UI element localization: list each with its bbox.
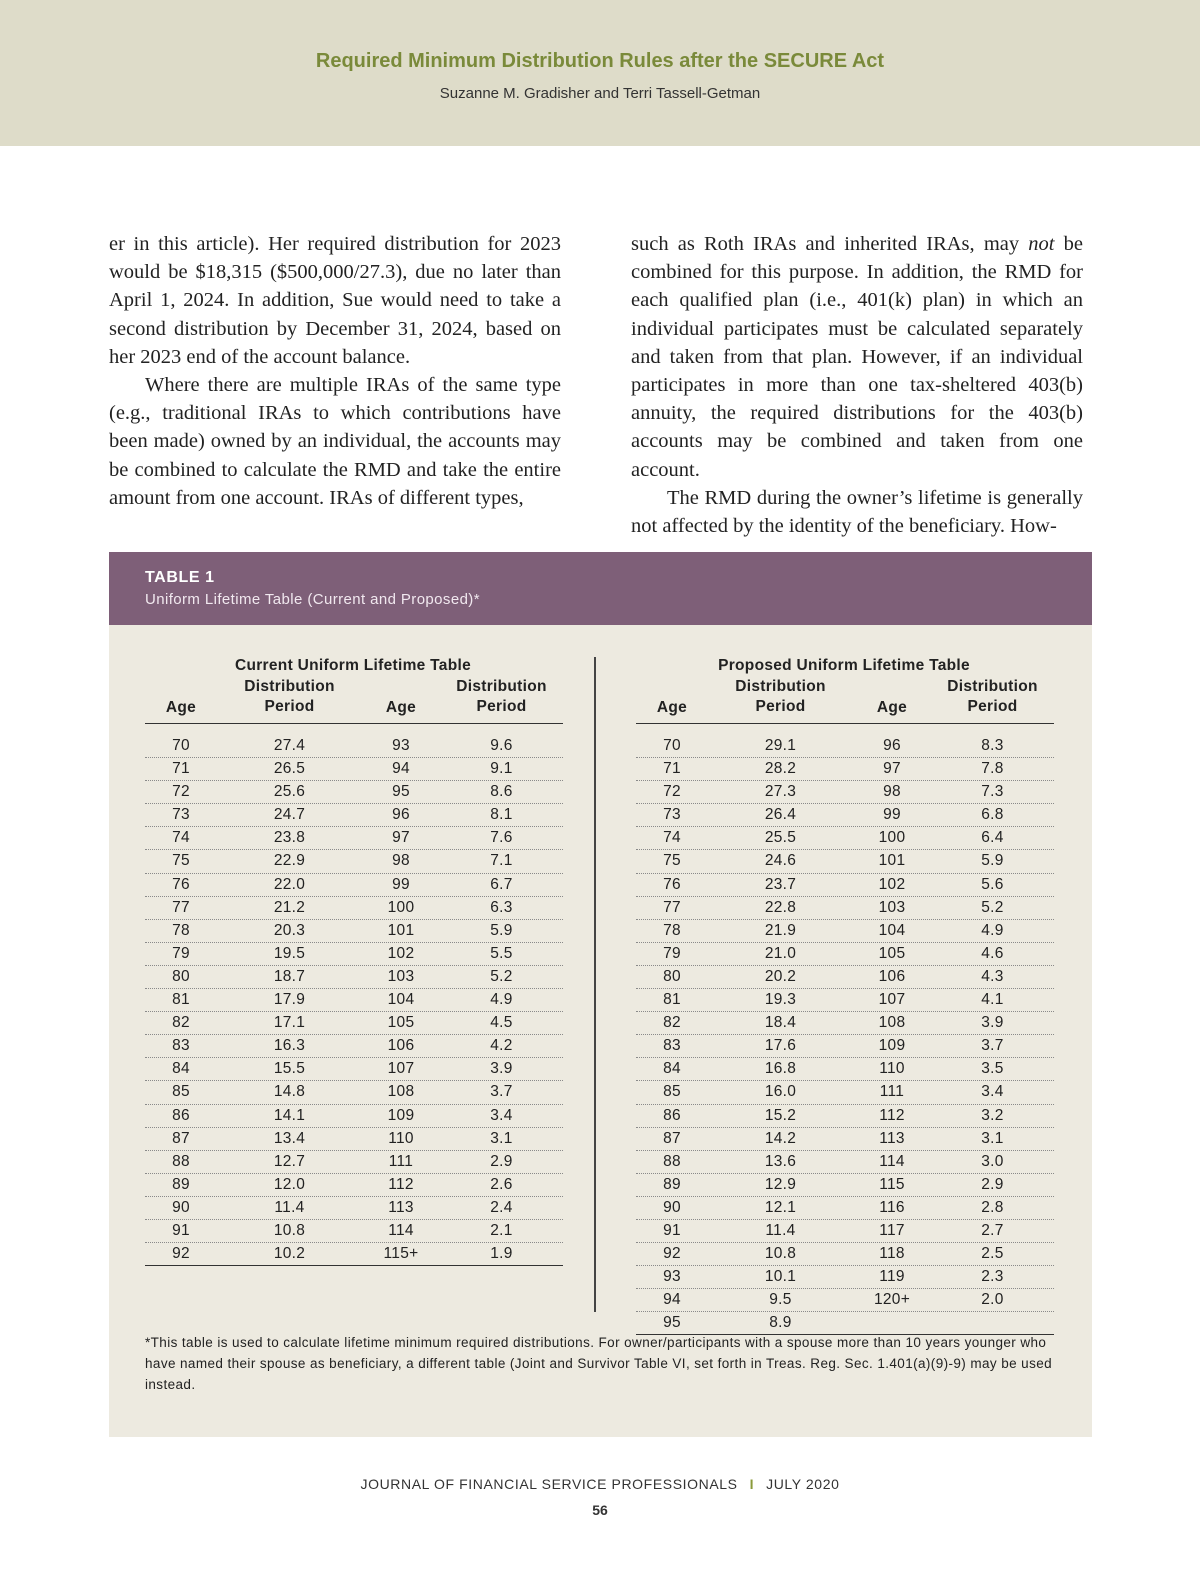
age-cell: 117 xyxy=(879,1221,905,1239)
table-row xyxy=(636,943,1054,966)
table-row xyxy=(145,989,563,1012)
age-cell: 76 xyxy=(172,875,190,893)
distribution-period-cell: 2.6 xyxy=(490,1175,513,1193)
journal-name: JOURNAL OF FINANCIAL SERVICE PROFESSIONALS xyxy=(360,1476,738,1492)
body-column-right xyxy=(631,230,1083,540)
age-cell: 94 xyxy=(663,1291,681,1309)
table-row xyxy=(636,758,1054,781)
age-cell: 102 xyxy=(878,875,906,893)
age-cell: 98 xyxy=(392,852,410,870)
distribution-period-cell: 23.7 xyxy=(764,875,797,893)
distribution-period-cell: 22.0 xyxy=(273,875,306,893)
age-cell: 76 xyxy=(663,875,681,893)
age-cell: 119 xyxy=(879,1268,905,1286)
age-cell: 115+ xyxy=(383,1245,419,1263)
age-cell: 89 xyxy=(172,1175,190,1193)
age-cell: 84 xyxy=(663,1060,681,1078)
age-cell: 101 xyxy=(878,852,906,870)
distribution-period-cell: 8.3 xyxy=(981,737,1004,754)
emphasis-text: not xyxy=(1028,233,1055,255)
distribution-period-cell: 3.5 xyxy=(981,1060,1004,1078)
table-row xyxy=(145,1081,563,1104)
table-row xyxy=(145,827,563,850)
distribution-period-cell: 10.8 xyxy=(273,1221,306,1239)
col-header-age: Age xyxy=(385,699,417,716)
age-cell: 100 xyxy=(387,898,415,916)
body-paragraph: Where there are multiple IRAs of the same type (e.g., traditional IRAs to which contributions have been made) owned by an individual, the accounts may be combined to calculate the RMD and take the entire amount from one account. IRAs of different types, xyxy=(109,374,561,509)
table-row xyxy=(636,1174,1054,1197)
age-cell: 95 xyxy=(663,1314,681,1332)
distribution-period-cell: 16.8 xyxy=(764,1060,797,1078)
distribution-period-cell: 12.9 xyxy=(764,1175,797,1193)
age-cell: 102 xyxy=(387,944,415,962)
distribution-period-cell: 5.9 xyxy=(981,852,1004,870)
age-cell: 74 xyxy=(172,829,190,847)
distribution-period-cell: 15.2 xyxy=(764,1106,797,1124)
age-cell: 94 xyxy=(392,760,410,778)
distribution-period-cell: 8.6 xyxy=(490,783,513,801)
age-cell: 96 xyxy=(392,806,410,824)
age-cell: 100 xyxy=(878,829,906,847)
age-cell: 92 xyxy=(172,1245,190,1263)
footer-separator: I xyxy=(749,1476,755,1492)
age-cell: 71 xyxy=(663,760,681,778)
table-row xyxy=(145,1035,563,1058)
age-cell: 84 xyxy=(172,1060,190,1078)
distribution-period-cell: 14.2 xyxy=(764,1129,797,1147)
table-row xyxy=(636,804,1054,827)
age-cell: 75 xyxy=(172,852,190,870)
distribution-period-cell: 18.4 xyxy=(764,1014,797,1032)
age-cell: 92 xyxy=(663,1245,681,1263)
age-cell: 79 xyxy=(172,944,190,962)
age-cell: 99 xyxy=(392,875,410,893)
age-cell: 71 xyxy=(172,760,190,778)
distribution-period-cell: 2.5 xyxy=(981,1245,1004,1263)
age-cell: 78 xyxy=(663,921,681,939)
distribution-period-cell: 8.9 xyxy=(769,1314,792,1332)
age-cell: 95 xyxy=(392,783,410,801)
distribution-period-cell: 2.8 xyxy=(981,1198,1004,1216)
age-cell: 113 xyxy=(388,1198,414,1216)
distribution-period-cell: 6.4 xyxy=(981,829,1004,847)
age-cell: 77 xyxy=(663,898,681,916)
distribution-period-cell: 29.1 xyxy=(764,737,797,754)
age-cell: 109 xyxy=(387,1106,415,1124)
distribution-period-cell: 25.6 xyxy=(273,783,306,801)
distribution-period-cell: 20.3 xyxy=(273,921,306,939)
distribution-period-cell: 3.1 xyxy=(490,1129,513,1147)
age-cell: 105 xyxy=(387,1014,415,1032)
age-cell: 97 xyxy=(392,829,410,847)
age-cell: 120+ xyxy=(873,1291,911,1309)
article-authors: Suzanne M. Gradisher and Terri Tassell-Getman xyxy=(439,85,761,102)
distribution-period-cell: 25.5 xyxy=(764,829,797,847)
col-header-distribution-period: Distribution Period xyxy=(456,678,547,715)
table-body xyxy=(145,735,563,1266)
table-row xyxy=(145,1243,563,1266)
age-cell: 108 xyxy=(878,1014,906,1032)
table-row xyxy=(145,966,563,989)
distribution-period-cell: 5.9 xyxy=(490,921,513,939)
age-cell: 91 xyxy=(663,1221,681,1239)
table-row xyxy=(636,920,1054,943)
age-cell: 82 xyxy=(172,1014,190,1032)
table-header-bar xyxy=(109,552,1092,625)
table-row xyxy=(636,1289,1054,1312)
distribution-period-cell: 22.8 xyxy=(764,898,797,916)
table-row xyxy=(145,874,563,897)
distribution-period-cell: 26.5 xyxy=(273,760,306,778)
age-cell: 75 xyxy=(663,852,681,870)
distribution-period-cell: 3.4 xyxy=(490,1106,513,1124)
distribution-period-cell: 3.7 xyxy=(490,1083,513,1101)
table-row xyxy=(636,1081,1054,1104)
age-cell: 104 xyxy=(387,991,415,1009)
age-cell: 83 xyxy=(663,1037,681,1055)
table-row xyxy=(636,735,1054,758)
age-cell: 110 xyxy=(879,1060,905,1078)
col-header-age: Age xyxy=(876,699,908,716)
distribution-period-cell: 10.8 xyxy=(764,1245,797,1263)
table-row xyxy=(636,1220,1054,1243)
distribution-period-cell: 20.2 xyxy=(764,967,797,985)
distribution-period-cell: 7.3 xyxy=(981,783,1004,801)
table-divider xyxy=(594,657,596,1312)
col-header-age: Age xyxy=(656,699,688,716)
distribution-period-cell: 3.7 xyxy=(981,1037,1004,1055)
distribution-period-cell: 2.4 xyxy=(490,1198,513,1216)
distribution-period-cell: 10.1 xyxy=(764,1268,797,1286)
table-row xyxy=(145,897,563,920)
age-cell: 112 xyxy=(879,1106,905,1124)
distribution-period-cell: 4.6 xyxy=(981,944,1004,962)
age-cell: 104 xyxy=(878,921,906,939)
distribution-period-cell: 2.9 xyxy=(490,1152,513,1170)
distribution-period-cell: 17.6 xyxy=(764,1037,797,1055)
distribution-period-cell: 6.3 xyxy=(490,898,513,916)
distribution-period-cell: 21.9 xyxy=(764,921,797,939)
age-cell: 85 xyxy=(172,1083,190,1101)
table-row xyxy=(145,1105,563,1128)
table-row xyxy=(636,1151,1054,1174)
table-row xyxy=(145,1220,563,1243)
table-row xyxy=(636,897,1054,920)
distribution-period-cell: 11.4 xyxy=(274,1198,305,1216)
distribution-period-cell: 6.8 xyxy=(981,806,1004,824)
age-cell: 86 xyxy=(172,1106,190,1124)
age-cell: 81 xyxy=(663,991,681,1009)
age-cell: 70 xyxy=(172,737,190,754)
table-row xyxy=(636,1035,1054,1058)
age-cell: 82 xyxy=(663,1014,681,1032)
age-cell: 74 xyxy=(663,829,681,847)
page-number: 56 xyxy=(592,1502,608,1518)
distribution-period-cell: 4.1 xyxy=(981,991,1004,1009)
distribution-period-cell: 24.7 xyxy=(273,806,306,824)
distribution-period-cell: 4.2 xyxy=(490,1037,513,1055)
age-cell: 77 xyxy=(172,898,190,916)
table-row xyxy=(636,1012,1054,1035)
age-cell: 88 xyxy=(663,1152,681,1170)
distribution-period-cell: 2.7 xyxy=(981,1221,1004,1239)
table-row xyxy=(145,1128,563,1151)
table-row xyxy=(145,920,563,943)
table-row xyxy=(636,1266,1054,1289)
age-cell: 99 xyxy=(883,806,901,824)
age-cell: 106 xyxy=(387,1037,415,1055)
age-cell: 103 xyxy=(878,898,906,916)
distribution-period-cell: 2.9 xyxy=(981,1175,1004,1193)
age-cell: 96 xyxy=(883,737,901,754)
age-cell: 83 xyxy=(172,1037,190,1055)
table-row xyxy=(636,874,1054,897)
age-cell: 72 xyxy=(663,783,681,801)
age-cell: 114 xyxy=(388,1221,414,1239)
body-paragraph: er in this article). Her required distribution for 2023 would be $18,315 ($500,000/27.3), due no later than April 1, 2024. In addition, Sue would need to take a second distribution by December 31, 2024, based on her 2023 end of the account balance. xyxy=(109,233,561,368)
distribution-period-cell: 9.5 xyxy=(769,1291,792,1309)
age-cell: 98 xyxy=(883,783,901,801)
distribution-period-cell: 21.2 xyxy=(273,898,306,916)
distribution-period-cell: 4.9 xyxy=(490,991,513,1009)
age-cell: 97 xyxy=(883,760,901,778)
age-cell: 111 xyxy=(388,1152,414,1170)
age-cell: 107 xyxy=(387,1060,415,1078)
distribution-period-cell: 4.9 xyxy=(981,921,1004,939)
body-paragraph: The RMD during the owner’s lifetime is generally not affected by the identity of the beneficiary. How- xyxy=(631,486,1083,538)
column-header-row xyxy=(636,677,1054,724)
distribution-period-cell: 3.9 xyxy=(490,1060,513,1078)
distribution-period-cell: 15.5 xyxy=(273,1060,306,1078)
col-header-distribution-period: Distribution Period xyxy=(947,678,1038,715)
distribution-period-cell: 27.3 xyxy=(764,783,797,801)
age-cell: 93 xyxy=(663,1268,681,1286)
distribution-period-cell: 12.1 xyxy=(764,1198,797,1216)
table-row xyxy=(145,781,563,804)
distribution-period-cell: 12.0 xyxy=(273,1175,306,1193)
table-row xyxy=(145,758,563,781)
age-cell: 101 xyxy=(387,921,415,939)
distribution-period-cell: 26.4 xyxy=(764,806,797,824)
age-cell: 103 xyxy=(387,967,415,985)
age-cell: 93 xyxy=(392,737,410,754)
age-cell: 73 xyxy=(663,806,681,824)
table-body xyxy=(636,735,1054,1335)
distribution-period-cell: 19.5 xyxy=(273,944,306,962)
age-cell: 111 xyxy=(879,1083,905,1101)
age-cell: 105 xyxy=(878,944,906,962)
age-cell: 79 xyxy=(663,944,681,962)
distribution-period-cell: 6.7 xyxy=(490,875,513,893)
column-header-row xyxy=(145,677,563,724)
table-row xyxy=(145,804,563,827)
table-row xyxy=(145,1151,563,1174)
table-caption: Uniform Lifetime Table (Current and Proposed)* xyxy=(145,591,480,608)
table-row xyxy=(636,1058,1054,1081)
distribution-period-cell: 21.0 xyxy=(764,944,797,962)
distribution-period-cell: 7.6 xyxy=(490,829,513,847)
distribution-period-cell: 3.1 xyxy=(981,1129,1004,1147)
table-row xyxy=(636,989,1054,1012)
age-cell: 90 xyxy=(172,1198,190,1216)
age-cell: 81 xyxy=(172,991,190,1009)
distribution-period-cell: 8.1 xyxy=(490,806,513,824)
table-number: TABLE 1 xyxy=(145,569,215,586)
distribution-period-cell: 16.3 xyxy=(273,1037,306,1055)
table-row xyxy=(145,1012,563,1035)
age-cell: 70 xyxy=(663,737,681,754)
table-row xyxy=(636,1243,1054,1266)
age-cell: 85 xyxy=(663,1083,681,1101)
distribution-period-cell: 11.4 xyxy=(765,1221,796,1239)
distribution-period-cell: 28.2 xyxy=(764,760,797,778)
table-row xyxy=(145,1058,563,1081)
age-cell: 80 xyxy=(172,967,190,985)
age-cell: 89 xyxy=(663,1175,681,1193)
distribution-period-cell: 19.3 xyxy=(764,991,797,1009)
article-title: Required Minimum Distribution Rules after the SECURE Act xyxy=(315,50,885,72)
table-row xyxy=(145,1197,563,1220)
table-row xyxy=(145,850,563,873)
distribution-period-cell: 4.3 xyxy=(981,967,1004,985)
age-cell: 87 xyxy=(663,1129,681,1147)
body-paragraph: such as Roth IRAs and inherited IRAs, may not be combined for this purpose. In addition, the RMD for each qualified plan (i.e., 401(k) plan) in which an individual participates must be calculated separately and taken from that plan. However, if an individual participates in more than one tax-sheltered 403(b) annuity, the required distributions for the 403(b) accounts may be combined and taken from one account. xyxy=(631,233,1083,481)
distribution-period-cell: 24.6 xyxy=(764,852,797,870)
distribution-period-cell: 27.4 xyxy=(273,737,306,754)
distribution-period-cell: 18.7 xyxy=(273,967,306,985)
distribution-period-cell: 10.2 xyxy=(273,1245,306,1263)
distribution-period-cell: 3.2 xyxy=(981,1106,1004,1124)
distribution-period-cell: 22.9 xyxy=(273,852,306,870)
distribution-period-cell: 14.1 xyxy=(273,1106,306,1124)
distribution-period-cell: 13.6 xyxy=(764,1152,797,1170)
distribution-period-cell: 17.1 xyxy=(273,1014,306,1032)
table-footnote: *This table is used to calculate lifetime minimum required distributions. For owner/participants with a spouse more than 10 years younger who have named their spouse as beneficiary, a different table (Joint and Survivor Table VI, set forth in Treas. Reg. Sec. 1.401(a)(9)-9) may be used instead. xyxy=(145,1335,1053,1392)
age-cell: 78 xyxy=(172,921,190,939)
table-row xyxy=(145,1174,563,1197)
distribution-period-cell: 1.9 xyxy=(490,1245,513,1263)
age-cell: 73 xyxy=(172,806,190,824)
age-cell: 86 xyxy=(663,1106,681,1124)
distribution-period-cell: 12.7 xyxy=(273,1152,306,1170)
age-cell: 116 xyxy=(879,1198,905,1216)
table-1 xyxy=(109,552,1092,1437)
age-cell: 109 xyxy=(878,1037,906,1055)
age-cell: 112 xyxy=(388,1175,414,1193)
page-footer xyxy=(0,1476,1200,1492)
age-cell: 87 xyxy=(172,1129,190,1147)
age-cell: 72 xyxy=(172,783,190,801)
table-row xyxy=(636,781,1054,804)
distribution-period-cell: 16.0 xyxy=(764,1083,797,1101)
table-row xyxy=(636,1197,1054,1220)
distribution-period-cell: 3.0 xyxy=(981,1152,1004,1170)
distribution-period-cell: 3.4 xyxy=(981,1083,1004,1101)
distribution-period-cell: 3.9 xyxy=(981,1014,1004,1032)
age-cell: 108 xyxy=(387,1083,415,1101)
distribution-period-cell: 5.2 xyxy=(490,967,513,985)
age-cell: 118 xyxy=(879,1245,905,1263)
age-cell: 90 xyxy=(663,1198,681,1216)
distribution-period-cell: 14.8 xyxy=(273,1083,306,1101)
running-header xyxy=(0,0,1200,146)
age-cell: 106 xyxy=(878,967,906,985)
age-cell: 115 xyxy=(879,1175,905,1193)
issue-date: JULY 2020 xyxy=(766,1476,840,1492)
table-row xyxy=(636,966,1054,989)
distribution-period-cell: 2.1 xyxy=(490,1221,513,1239)
distribution-period-cell: 5.2 xyxy=(981,898,1004,916)
distribution-period-cell: 5.5 xyxy=(490,944,513,962)
age-cell: 113 xyxy=(879,1129,905,1147)
table-row xyxy=(636,827,1054,850)
distribution-period-cell: 7.8 xyxy=(981,760,1004,778)
distribution-period-cell: 23.8 xyxy=(273,829,306,847)
table-row xyxy=(636,1128,1054,1151)
subtable-title: Proposed Uniform Lifetime Table xyxy=(718,657,970,674)
age-cell: 88 xyxy=(172,1152,190,1170)
age-cell: 91 xyxy=(172,1221,190,1239)
table-row xyxy=(636,850,1054,873)
age-cell: 107 xyxy=(878,991,906,1009)
table-row xyxy=(636,1105,1054,1128)
distribution-period-cell: 17.9 xyxy=(273,991,306,1009)
distribution-period-cell: 9.1 xyxy=(490,760,513,778)
age-cell: 110 xyxy=(388,1129,414,1147)
distribution-period-cell: 2.3 xyxy=(981,1268,1004,1286)
distribution-period-cell: 7.1 xyxy=(490,852,513,870)
distribution-period-cell: 5.6 xyxy=(981,875,1004,893)
subtable-title: Current Uniform Lifetime Table xyxy=(234,657,472,674)
table-row xyxy=(145,735,563,758)
distribution-period-cell: 2.0 xyxy=(981,1291,1004,1309)
distribution-period-cell: 9.6 xyxy=(490,737,513,754)
col-header-age: Age xyxy=(165,699,197,716)
age-cell: 114 xyxy=(879,1152,905,1170)
body-column-left xyxy=(109,230,561,512)
distribution-period-cell: 4.5 xyxy=(490,1014,513,1032)
table-row xyxy=(145,943,563,966)
col-header-distribution-period: Distribution Period xyxy=(735,678,826,715)
distribution-period-cell: 13.4 xyxy=(273,1129,306,1147)
age-cell: 80 xyxy=(663,967,681,985)
col-header-distribution-period: Distribution Period xyxy=(244,678,335,715)
